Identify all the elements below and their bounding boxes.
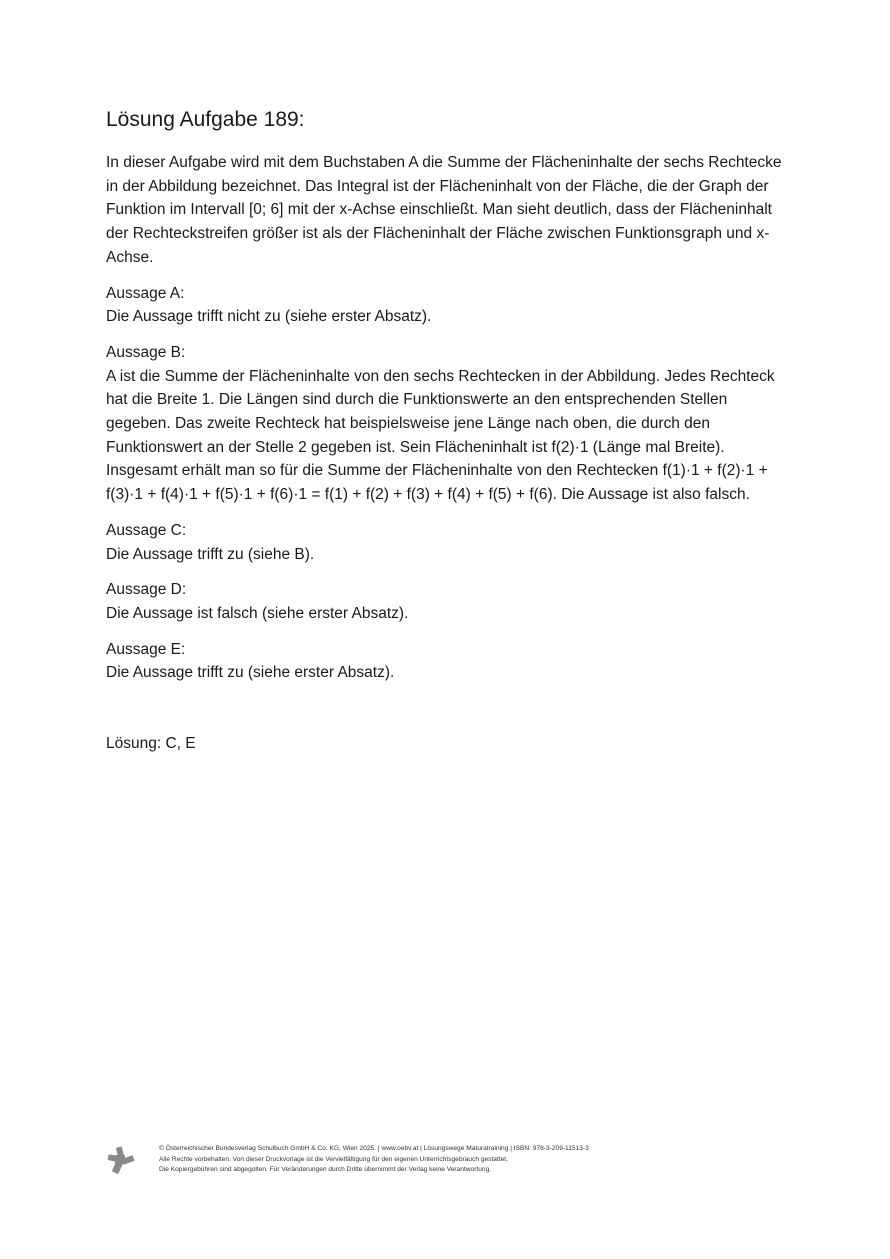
footer-text <box>159 1144 589 1176</box>
statement-d <box>106 578 796 625</box>
footer-fees: Die Kopiergebühren sind abgegolten. Für Veränderungen durch Dritte übernimmt der Verlag keine Verantwortung. <box>159 1166 492 1173</box>
statement-a-text: Die Aussage trifft nicht zu (siehe erster Absatz). <box>106 308 432 326</box>
statement-e-label: Aussage E: <box>106 640 186 658</box>
statement-d-text: Die Aussage ist falsch (siehe erster Absatz). <box>106 604 409 622</box>
statement-c-text: Die Aussage trifft zu (siehe B). <box>106 545 315 563</box>
page-title: Lösung Aufgabe 189: <box>106 108 305 131</box>
document-body <box>106 105 796 756</box>
statement-c <box>106 519 796 566</box>
footer-rights: Alle Rechte vorbehalten. Von dieser Druckvorlage ist die Vervielfältigung für den eigenen Unterrichtsgebrauch gestattet. <box>159 1155 508 1163</box>
statement-e <box>106 638 796 685</box>
publisher-logo-icon <box>106 1146 136 1176</box>
footer-copyright: © Österreichischer Bundesverlag Schulbuch GmbH & Co. KG, Wien 2025. | www.oebv.at | Lösungswege Maturatraining | ISBN: 978-3-209-11513-3 <box>159 1145 589 1152</box>
statement-d-label: Aussage D: <box>106 581 187 599</box>
spacer <box>106 697 796 732</box>
statement-b-label: Aussage B: <box>106 343 186 361</box>
statement-a <box>106 282 796 329</box>
statement-b-text: A ist die Summe der Flächeninhalte von den sechs Rechtecken in der Abbildung. Jedes Rechteck hat die Breite 1. Die Längen sind durch die Funktionswerte an den entsprechenden Stellen gegeben. Das zweite Rechteck hat beispielsweise jene Länge nach oben, die durch den Funktionswert an der Stelle 2 gegeben ist. Sein Flächeninhalt ist f(2)·1 (Länge mal Breite). Insgesamt erhält man so für die Summe der Flächeninhalte von den Rechtecken f(1)·1 + f(2)·1 + f(3)·1 + f(4)·1 + f(5)·1 + f(6)·1 = f(1) + f(2) + f(3) + f(4) + f(5) + f(6). Die Aussage ist also falsch. <box>106 367 775 504</box>
statement-e-text: Die Aussage trifft zu (siehe erster Absatz). <box>106 664 395 682</box>
statement-a-label: Aussage A: <box>106 284 185 302</box>
page-footer <box>106 1144 806 1184</box>
solution-line: Lösung: C, E <box>106 735 196 753</box>
statement-c-label: Aussage C: <box>106 521 187 539</box>
intro-paragraph: In dieser Aufgabe wird mit dem Buchstaben A die Summe der Flächeninhalte der sechs Rechtecke in der Abbildung bezeichnet. Das Integral ist der Flächeninhalt von der Fläche, die der Graph der Funktion im Intervall [0; 6] mit der x-Achse einschließt. Man sieht deutlich, dass der Flächeninhalt der Rechteckstreifen größer ist als der Flächeninhalt der Fläche zwischen Funktionsgraph und x-Achse. <box>106 154 782 266</box>
statement-b <box>106 341 796 507</box>
